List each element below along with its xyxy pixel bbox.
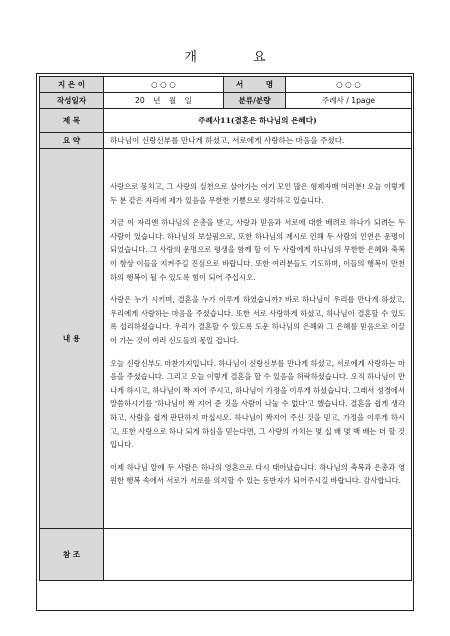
content-paragraph: 사랑은 누가 시키며, 결혼을 누가 이루게 하였습니까? 바로 하나님이 우리를 만나게 하셨고, 우리에게 사랑하는 마음을 주셨습니다. 또한 서로 사랑하게 하셨고, 하나님이 결혼할 수 있도록 섭리하셨습니다. 우리가 결혼할 수 있도록 도운 하나님의 은혜와 그 은혜를 믿음으로 이끌어 가는 것이 여러 신도들의 몫일 겁니다. xyxy=(110,295,405,345)
content-paragraph: 오늘 신랑신부도 마찬가지입니다. 하나님이 신랑신부를 만나게 하셨고, 서로에게 사랑하는 마음을 주셨습니다. 그리고 오늘 이렇게 결혼을 할 수 있음을 허락하셨습니다. 오직 하나님이 만나게 하시고, 하나님이 짝 지어 주시고, 하나님이 가정을 이루게 하셨습니다. 그래서 성경에서 말씀하시기를 '하나님이 짝 지어 준 것을 사람이 나눌 수 없다'고 했습니다. 결혼을 쉽게 생각하고, 사람을 쉽게 판단하지 마십시오. 하나님이 짝지어 주신 것을 믿고, 가정을 이루게 하시고, 또한 사랑으로 하나 되게 하심을 믿는다면, 그 사랑의 가치는 몇 십 배 몇 백 배는 더 할 것입니다. xyxy=(110,358,405,450)
summary-label: 요 약 xyxy=(40,133,104,149)
row-date xyxy=(40,93,412,109)
content-body xyxy=(104,149,412,529)
content-paragraph: 지금 이 자리엔 하나님의 은총을 받고, 사랑과 믿음과 서로에 대한 배려로 하나가 되려는 두 사람이 있습니다. 하나님의 보살핌으로, 또한 하나님의 계시로 인해 두 사람의 인연은 운명이 되었습니다. 그 사랑의 운명으로 평생을 함께 할 이 두 사람에게 하나님의 무한한 은혜와 축복이 항상 이들을 지켜주길 진심으로 바랍니다. 또한 여러분들도 기도하며, 이들의 행복이 만천하의 행복이 될 수 있도록 힘이 되어 주십시오. xyxy=(110,218,405,282)
summary-value: 하나님이 신랑신부를 만나게 하셨고, 서로에게 사랑하는 마음을 주셨다. xyxy=(104,133,412,149)
content-paragraph: 사랑으로 뭉치고, 그 사랑의 실천으로 살아가는 여기 모인 많은 형제자매 여러분! 오늘 이렇게 두 분 같은 자리에 제가 있음을 무한한 기쁨으로 생각하고 있습니다. xyxy=(110,182,405,205)
subject-label: 제 목 xyxy=(40,109,104,133)
content-paragraph: 이제 하나님 앞에 두 사람은 하나의 영혼으로 다시 태어났습니다. 하나님의 축복과 은총과 영원한 행복 속에서 서로가 서로를 의지할 수 있는 동반자가 되어주시길 바랍니다. 감사합니다. xyxy=(110,462,405,486)
page-title: 개 요 xyxy=(184,50,292,65)
preacher-label: 서 명 xyxy=(224,77,286,93)
reference-label: 참 조 xyxy=(40,529,104,581)
author-label: 지 은 이 xyxy=(40,77,104,93)
date-value: 20 년 월 일 xyxy=(104,93,224,109)
preacher-value: ○ ○ ○ xyxy=(286,77,412,93)
reference-value xyxy=(104,529,412,581)
content-label: 내 용 xyxy=(40,149,104,529)
category-label: 분류/분량 xyxy=(224,93,286,109)
row-reference xyxy=(40,529,412,581)
overview-form xyxy=(39,76,412,581)
row-summary xyxy=(40,133,412,149)
row-content xyxy=(40,149,412,529)
row-subject xyxy=(40,109,412,133)
date-label: 작성일자 xyxy=(40,93,104,109)
row-author xyxy=(40,77,412,93)
subject-value: 주례사11(결혼은 하나님의 은혜다) xyxy=(104,109,412,133)
category-value: 주례사 / 1page xyxy=(286,93,412,109)
author-value: ○ ○ ○ xyxy=(104,77,224,93)
